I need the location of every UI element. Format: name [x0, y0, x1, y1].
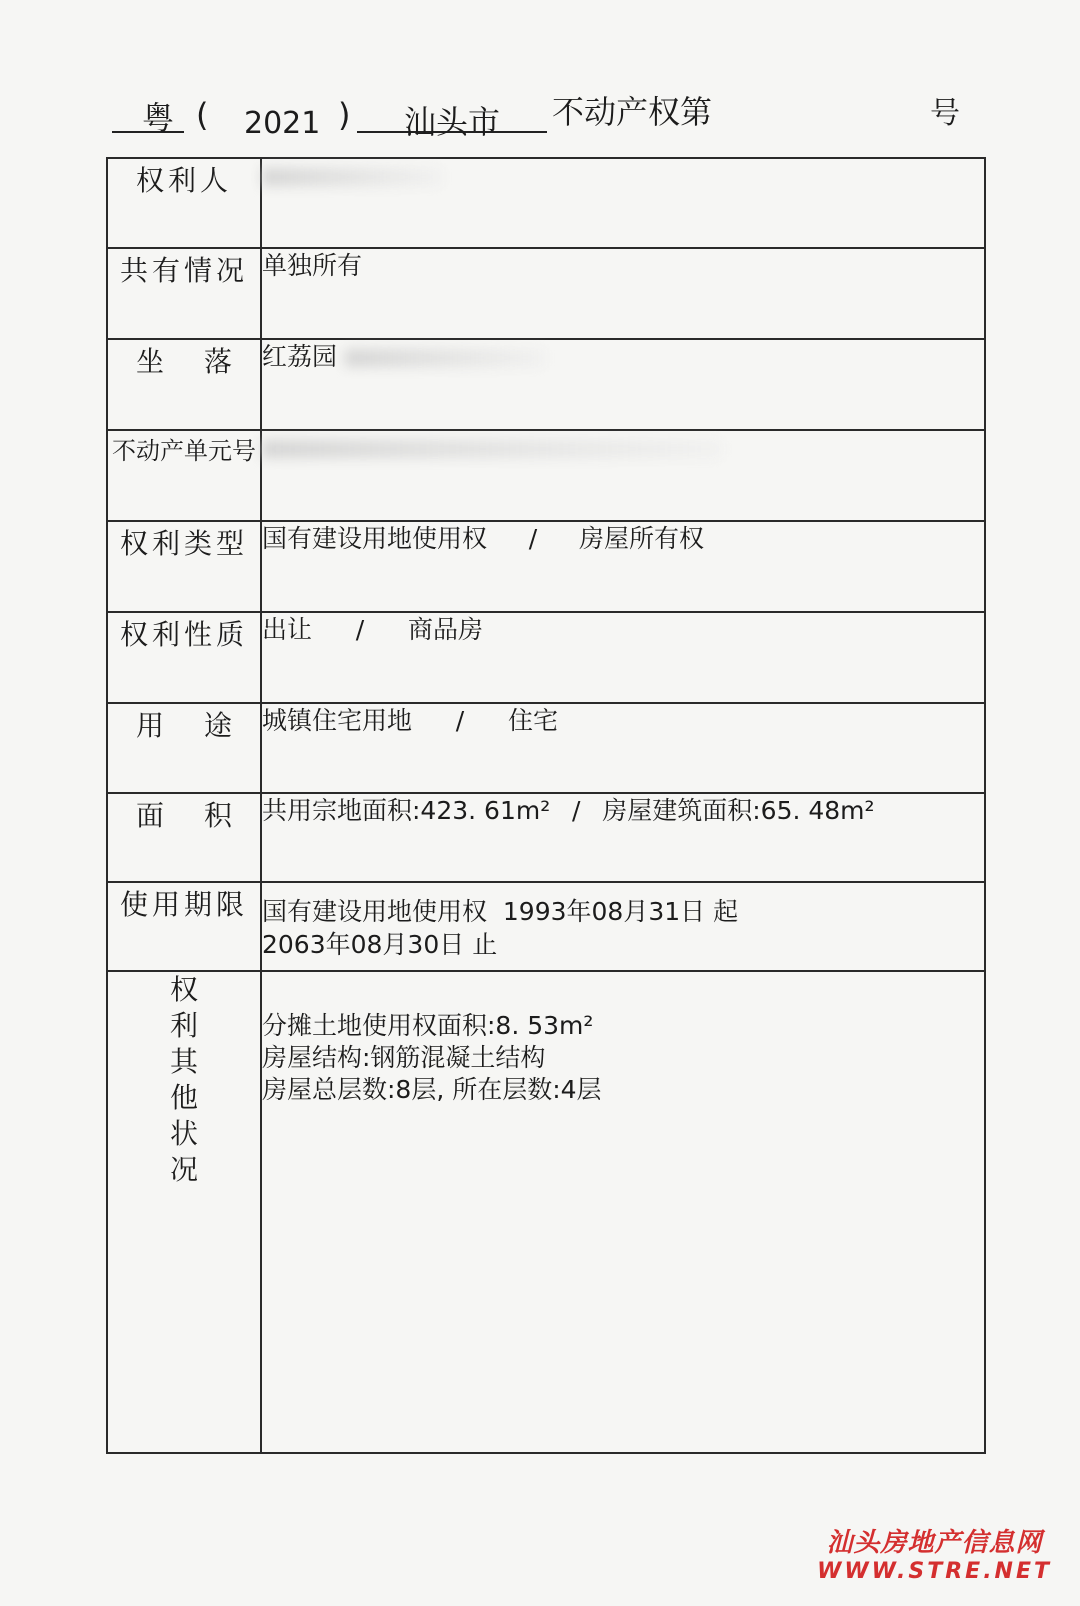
row-owner	[107, 158, 985, 248]
site-watermark	[817, 1522, 1052, 1584]
label-owner: 权利人	[107, 158, 261, 248]
other-line-2: 房屋结构:钢筋混凝土结构	[262, 1043, 546, 1072]
row-term	[107, 882, 985, 971]
other-line-1: 分摊土地使用权面积:8. 53m²	[262, 1011, 594, 1040]
certificate-table	[106, 157, 986, 1454]
value-usage: 城镇住宅用地 / 住宅	[261, 703, 985, 793]
row-right-type	[107, 521, 985, 612]
certificate-header	[0, 0, 1080, 150]
term-line-2: 2063年08月30日 止	[262, 930, 498, 959]
value-location: 红荔园	[261, 339, 985, 430]
value-right-type: 国有建设用地使用权 / 房屋所有权	[261, 521, 985, 612]
open-paren: (	[196, 96, 209, 134]
close-paren: )	[338, 96, 351, 134]
certificate-title: 不动产权第	[552, 93, 713, 131]
row-location	[107, 339, 985, 430]
label-right-nature: 权利性质	[107, 612, 261, 703]
redacted-owner	[262, 168, 442, 186]
value-unit-number	[261, 430, 985, 521]
label-right-type: 权利类型	[107, 521, 261, 612]
certificate-suffix: 号	[930, 96, 960, 131]
label-other-status: 权 利 其 他 状 况	[107, 971, 261, 1453]
value-area: 共用宗地面积:423. 61m² / 房屋建筑面积:65. 48m²	[261, 793, 985, 882]
label-term: 使用期限	[107, 882, 261, 971]
row-unit-number	[107, 430, 985, 521]
label-usage: 用途	[107, 703, 261, 793]
label-area: 面积	[107, 793, 261, 882]
row-co-ownership	[107, 248, 985, 339]
label-location: 坐落	[107, 339, 261, 430]
label-co-ownership: 共有情况	[107, 248, 261, 339]
row-right-nature	[107, 612, 985, 703]
redacted-unit-number	[262, 440, 722, 458]
value-co-ownership: 单独所有	[261, 248, 985, 339]
term-line-1: 国有建设用地使用权 1993年08月31日 起	[262, 897, 739, 926]
watermark-cn: 汕头房地产信息网	[826, 1528, 1043, 1558]
row-area	[107, 793, 985, 882]
city-name: 汕头市	[404, 103, 501, 141]
value-owner	[261, 158, 985, 248]
province-abbr: 粤	[142, 99, 175, 137]
value-right-nature: 出让 / 商品房	[261, 612, 985, 703]
row-usage	[107, 703, 985, 793]
watermark-url: WWW.STRE.NET	[817, 1559, 1052, 1584]
row-other-status	[107, 971, 985, 1453]
value-other-status	[261, 971, 985, 1453]
label-unit-number: 不动产单元号	[107, 430, 261, 521]
redacted-address	[345, 349, 545, 367]
other-line-3: 房屋总层数:8层, 所在层数:4层	[262, 1075, 602, 1104]
year: 2021	[244, 106, 321, 141]
value-term	[261, 882, 985, 971]
